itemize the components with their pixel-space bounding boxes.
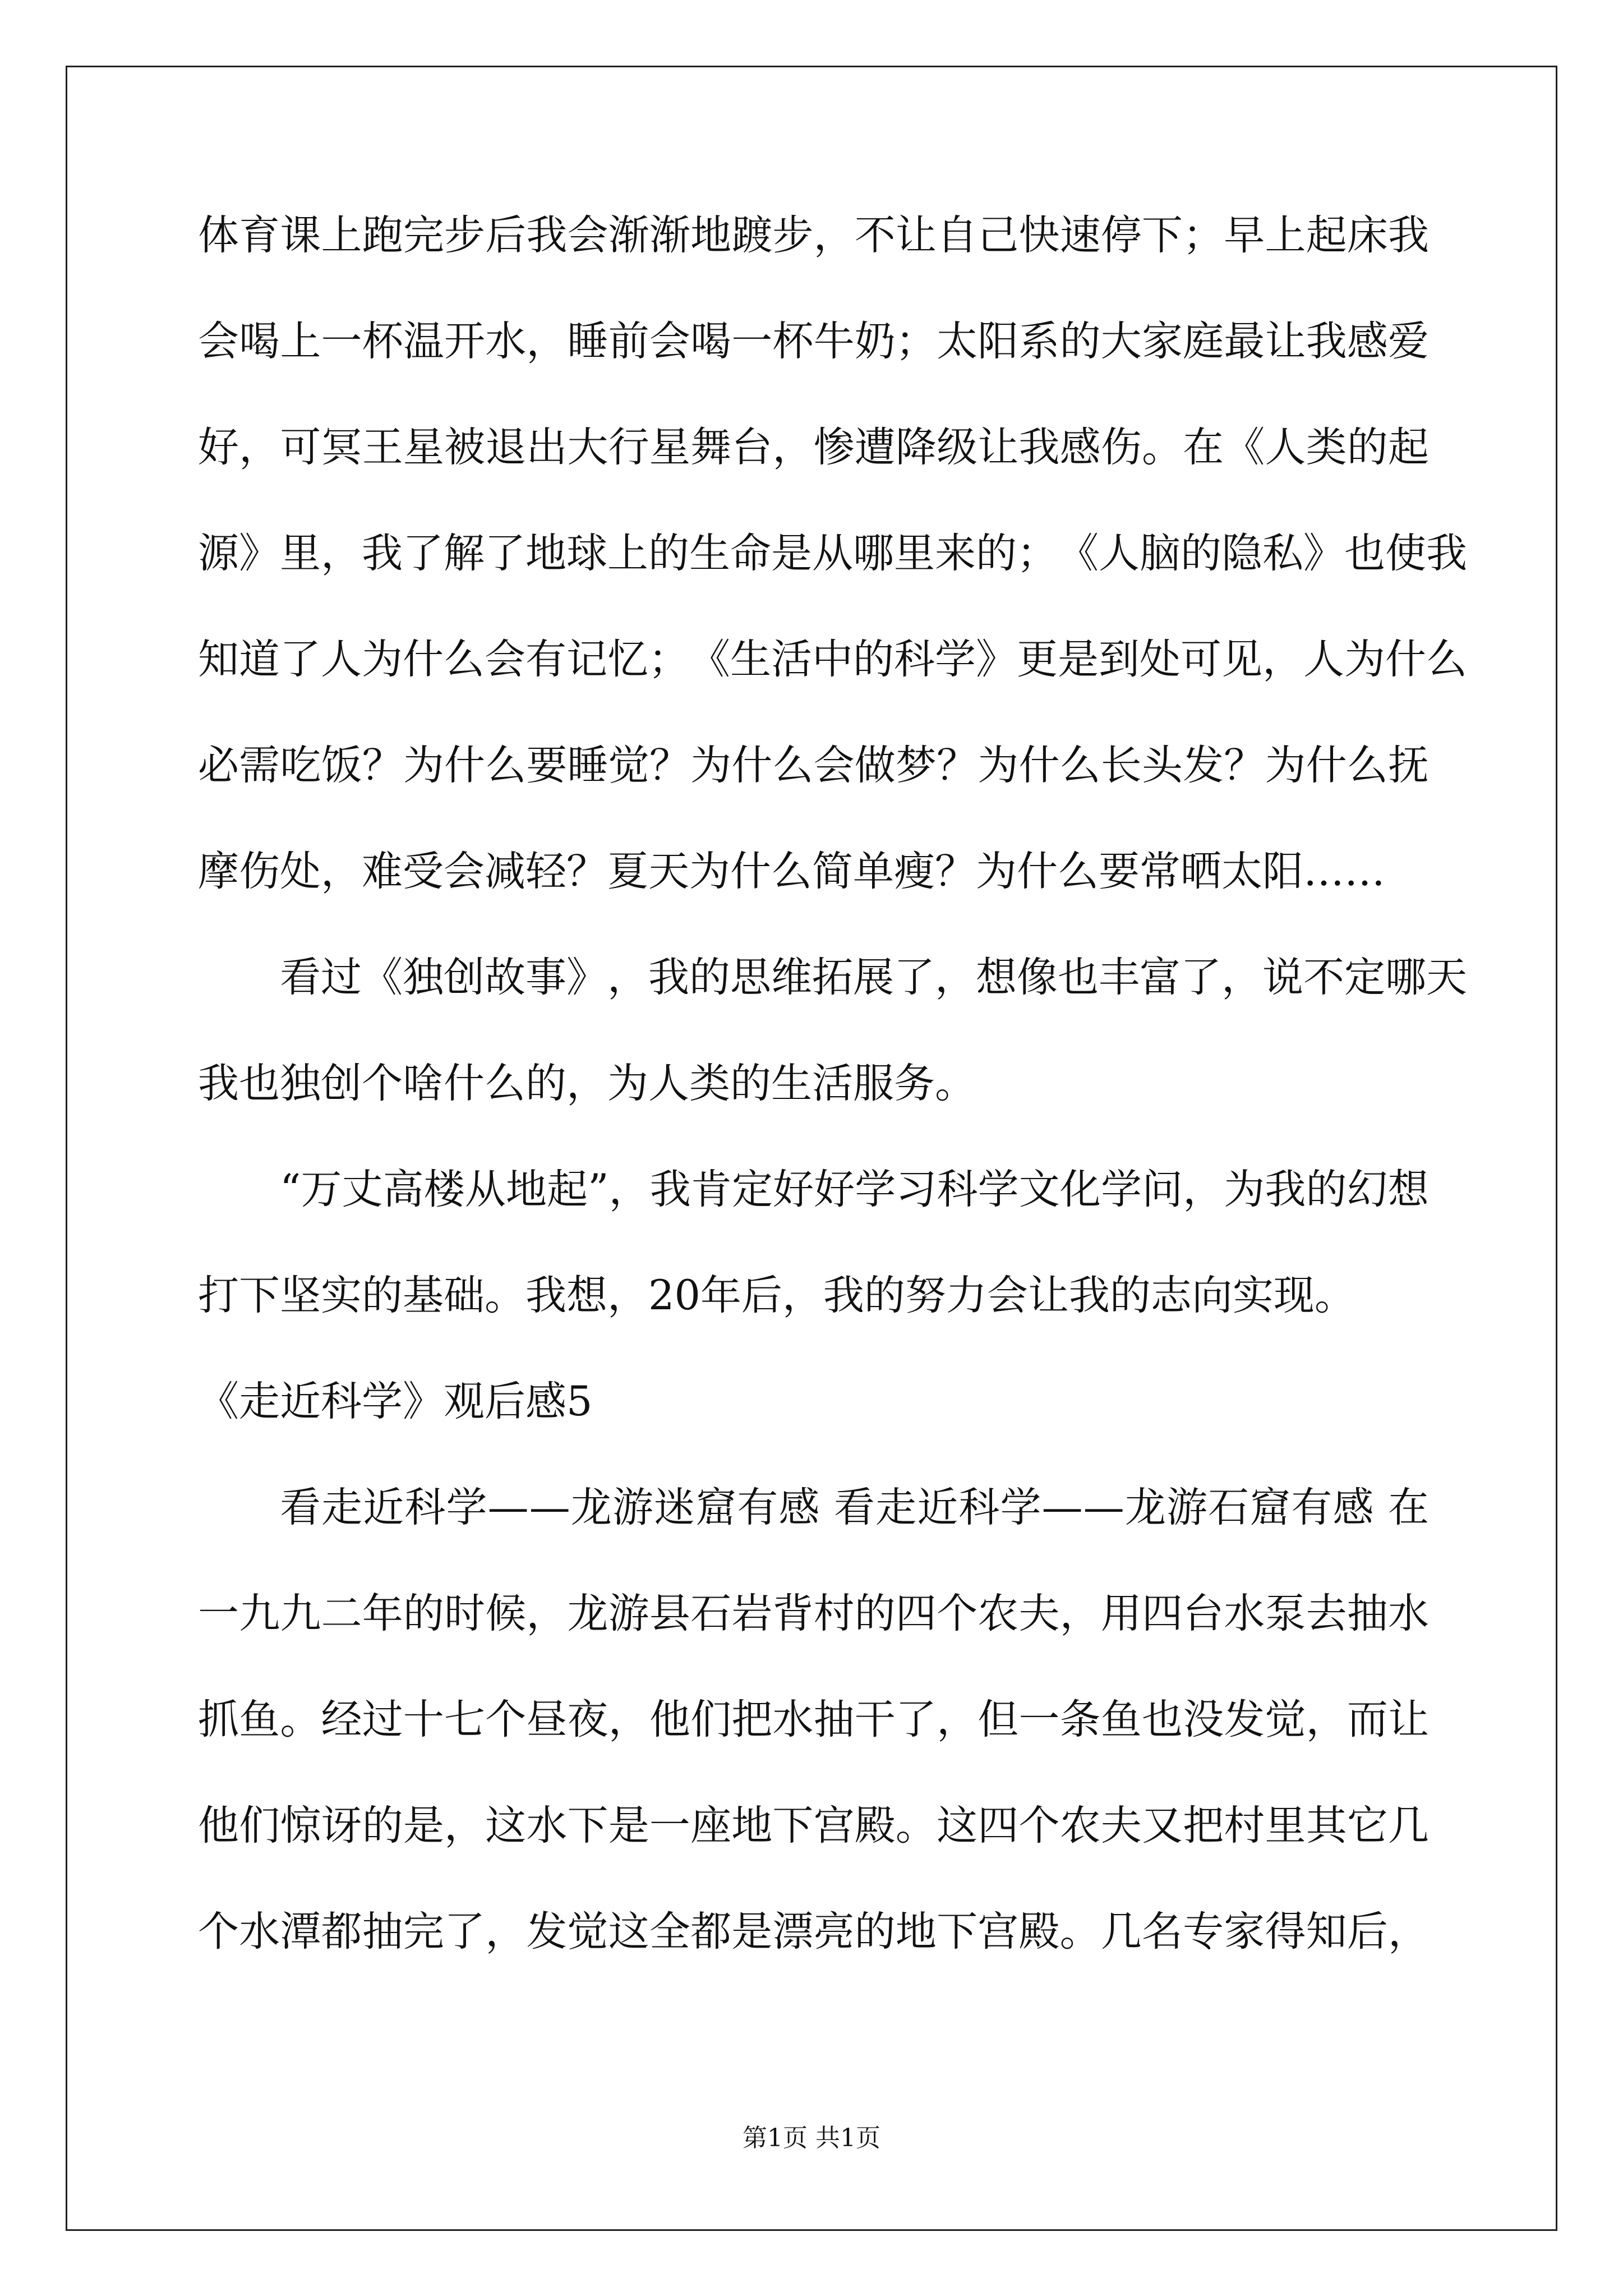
text-line: 他 们 惊 讶 的 是 ， 这 水 下 是 一 座 地 下 宫 殿 。 这 四 个 农 夫 又 把 村 里 其 它 几: [198, 1802, 1429, 1849]
text-line: 打下坚实的基础。我想，20年后，我的努力会让我的志向实现。: [198, 1272, 1355, 1319]
text-line: 必 需 吃 饭 ？ 为 什 么 要 睡 觉 ？ 为 什 么 会 做 梦 ？ 为 什 么 长 头 发 ？ 为 什 么 抚: [198, 742, 1429, 789]
text-line: 抓 鱼 。 经 过 十 七 个 昼 夜 ， 他 们 把 水 抽 干 了 ， 但 一 条 鱼 也 没 发 觉 ， 而 让: [198, 1696, 1429, 1743]
page-number-footer: 第1页 共1页: [743, 2124, 880, 2152]
text-line: 我也独创个啥什么的，为人类的生活服务。: [198, 1060, 976, 1107]
text-line: 好 ， 可 冥 王 星 被 退 出 大 行 星 舞 台 ， 惨 遭 降 级 让 我 感 伤 。 在 《 人 类 的 起: [198, 424, 1429, 471]
text-line: 会 喝 上 一 杯 温 开 水 ， 睡 前 会 喝 一 杯 牛 奶 ； 太 阳 系 的 大 家 庭 最 让 我 感 爱: [198, 318, 1429, 365]
text-line: 源 》 里 ， 我 了 解 了 地 球 上 的 生 命 是 从 哪 里 来 的 ； 《 人 脑 的 隐 私 》 也 使 我: [198, 530, 1467, 577]
text-line: 看 走 近 科 学 — — 龙 游 迷 窟 有 感 看 走 近 科 学 — — 龙 游 石 窟 有 感 在: [280, 1484, 1429, 1531]
text-line: 看 过 《 独 创 故 事 》 ， 我 的 思 维 拓 展 了 ， 想 像 也 丰 富 了 ， 说 不 定 哪 天: [280, 954, 1467, 1001]
section-heading: 《走近科学》观后感5: [198, 1378, 593, 1425]
text-line: 一 九 九 二 年 的 时 候 ， 龙 游 县 石 岩 背 村 的 四 个 农 夫 ， 用 四 台 水 泵 去 抽 水: [198, 1590, 1429, 1637]
text-line: 知 道 了 人 为 什 么 会 有 记 忆 ； 《 生 活 中 的 科 学 》 更 是 到 处 可 见 ， 人 为 什 么: [198, 636, 1467, 683]
text-line: 个 水 潭 都 抽 完 了 ， 发 觉 这 全 都 是 漂 亮 的 地 下 宫 殿 。 几 名 专 家 得 知 后 ，: [198, 1908, 1429, 1955]
text-line: 体 育 课 上 跑 完 步 后 我 会 渐 渐 地 踱 步 ， 不 让 自 己 快 速 停 下 ； 早 上 起 床 我: [198, 211, 1429, 259]
text-line: “ 万 丈 高 楼 从 地 起 ” ， 我 肯 定 好 好 学 习 科 学 文 化 学 问 ， 为 我 的 幻 想: [280, 1166, 1429, 1213]
text-line: 摩伤处，难受会减轻？夏天为什么简单瘦？为什么要常晒太阳……: [198, 848, 1385, 895]
